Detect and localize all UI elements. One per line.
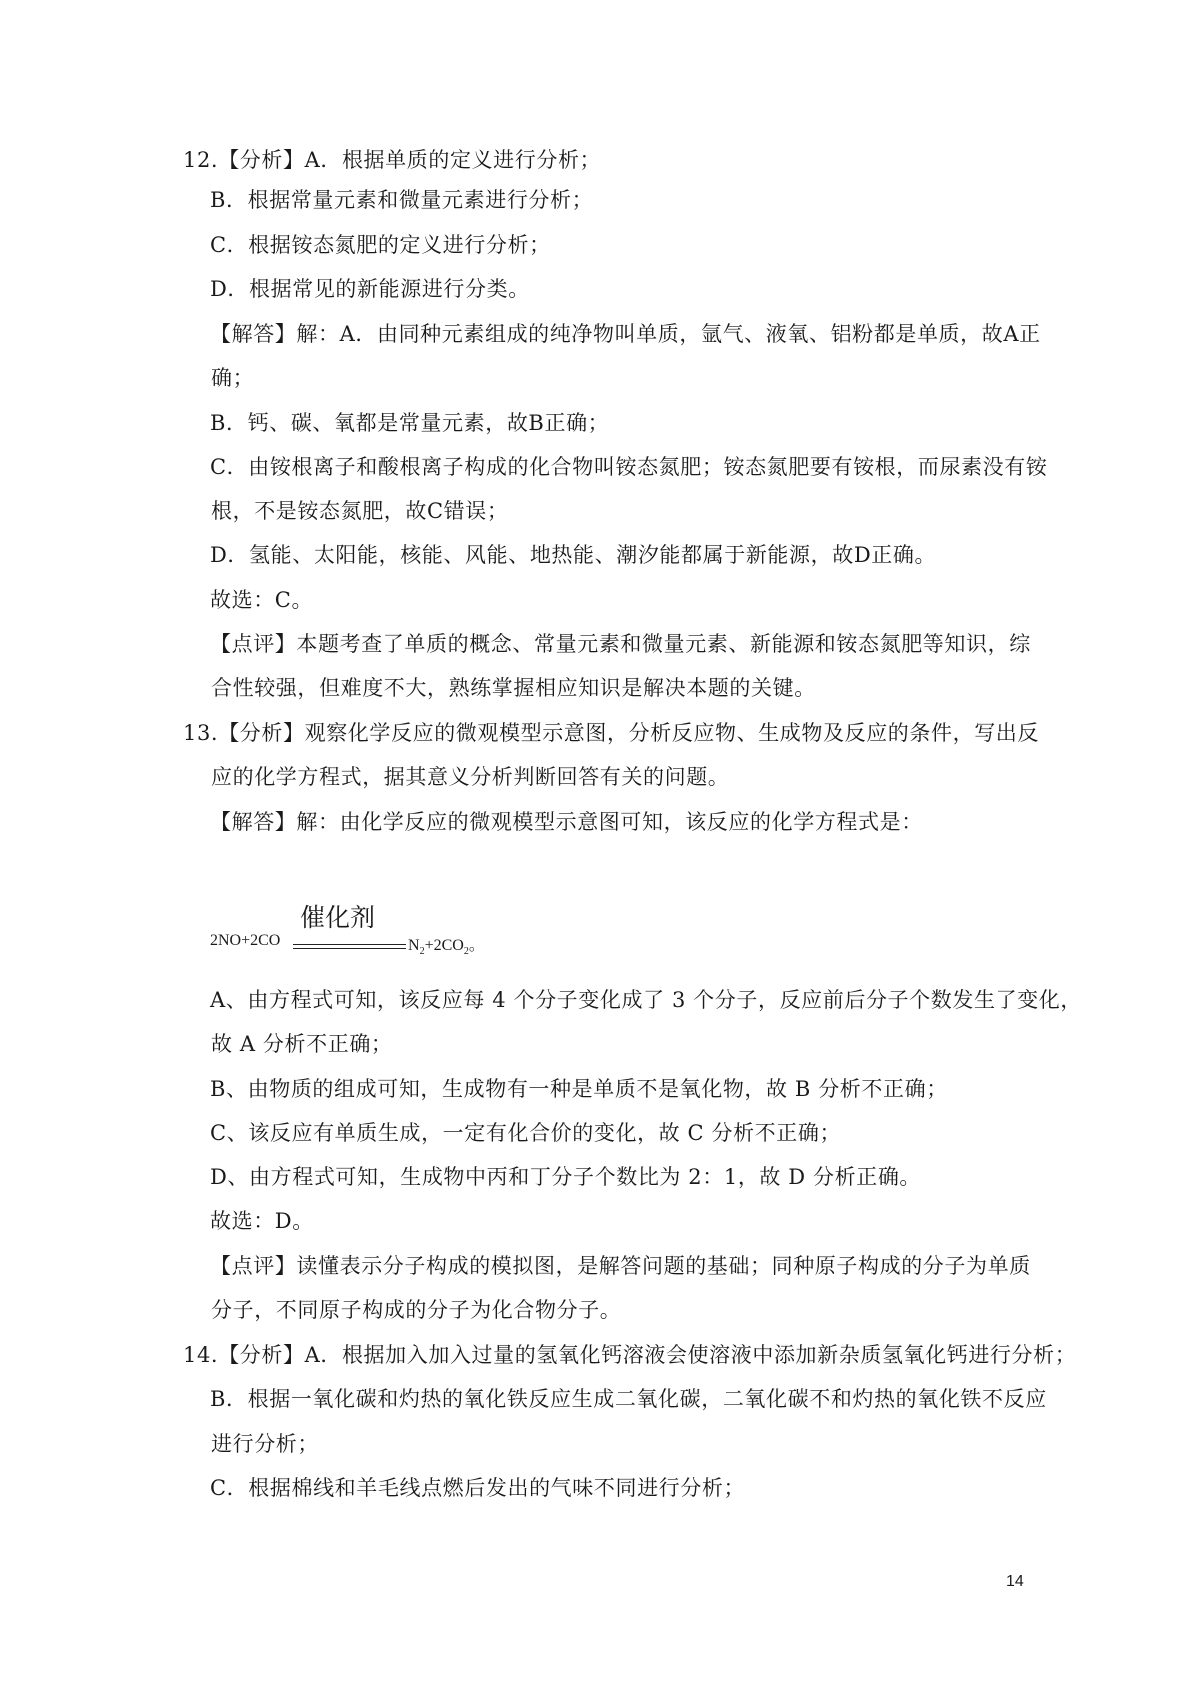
q13-answer-a-line-2: 故 A 分析不正确； [211,1032,393,1056]
q13-answer-intro: 【解答】解：由化学反应的微观模型示意图可知，该反应的化学方程式是： [210,810,923,834]
q12-answer-d: D．氢能、太阳能，核能、风能、地热能、潮汐能都属于新能源，故D正确。 [210,543,937,567]
chemical-equation [210,903,810,960]
q12-comment-line-1: 【点评】本题考查了单质的概念、常量元素和微量元素、新能源和铵态氮肥等知识，综 [210,632,1031,656]
equation-reactants: 2NO+2CO [210,932,281,949]
q13-answer-a-line-1: A、由方程式可知，该反应每 4 个分子变化成了 3 个分子，反应前后分子个数发生了变化， [210,988,1082,1012]
equation-catalyst: 催化剂 [300,903,376,932]
q14-analysis-c: C．根据棉线和羊毛线点燃后发出的气味不同进行分析； [210,1476,746,1500]
equation-products: $N_2+2CO_2$。 [408,937,485,958]
q14-analysis-b-line-2: 进行分析； [211,1432,319,1456]
page-number: 14 [1006,1573,1024,1590]
q12-answer-c-line-1: C．由铵根离子和酸根离子构成的化合物叫铵态氮肥；铵态氮肥要有铵根，而尿素没有铵 [210,455,1048,479]
q12-comment-line-2: 合性较强，但难度不大，熟练掌握相应知识是解决本题的关键。 [211,676,816,700]
q12-answer-c-line-2: 根，不是铵态氮肥，故C错误； [211,499,509,523]
q13-answer-d: D、由方程式可知，生成物中丙和丁分子个数比为 2：1，故 D 分析正确。 [210,1165,922,1189]
q12-analysis-d: D．根据常见的新能源进行分类。 [210,277,530,301]
q12-choice: 故选：C。 [210,588,314,612]
q13-answer-c: C、该反应有单质生成，一定有化合价的变化，故 C 分析不正确； [210,1121,842,1145]
q13-choice: 故选：D。 [210,1209,314,1233]
q12-analysis-line: 12.【分析】A．根据单质的定义进行分析； [183,148,602,172]
q12-answer-line-2: 确； [211,366,255,390]
q14-analysis-b-line-1: B．根据一氧化碳和灼热的氧化铁反应生成二氧化碳，二氧化碳不和灼热的氧化铁不反应 [210,1387,1047,1411]
q13-analysis-line-1: 13.【分析】观察化学反应的微观模型示意图，分析反应物、生成物及反应的条件，写出反 [183,721,1039,745]
q14-analysis-a: 14.【分析】A．根据加入加入过量的氢氧化钙溶液会使溶液中添加新杂质氢氧化钙进行分析； [183,1343,1077,1367]
q12-answer-b: B．钙、碳、氧都是常量元素，故B正确； [210,411,610,435]
q13-analysis-line-2: 应的化学方程式，据其意义分析判断回答有关的问题。 [211,765,730,789]
q12-analysis-c: C．根据铵态氮肥的定义进行分析； [210,233,551,257]
equation-equals-bar-top [293,944,406,945]
q13-comment-line-1: 【点评】读懂表示分子构成的模拟图，是解答问题的基础；同种原子构成的分子为单质 [210,1254,1031,1278]
equation-equals-bar-bottom [293,948,406,949]
q12-answer-line-1: 【解答】解：A．由同种元素组成的纯净物叫单质，氩气、液氧、铝粉都是单质，故A正 [210,322,1041,346]
q12-analysis-b: B．根据常量元素和微量元素进行分析； [210,188,594,212]
q13-comment-line-2: 分子，不同原子构成的分子为化合物分子。 [211,1298,622,1322]
q13-answer-b: B、由物质的组成可知，生成物有一种是单质不是氧化物，故 B 分析不正确； [210,1077,948,1101]
